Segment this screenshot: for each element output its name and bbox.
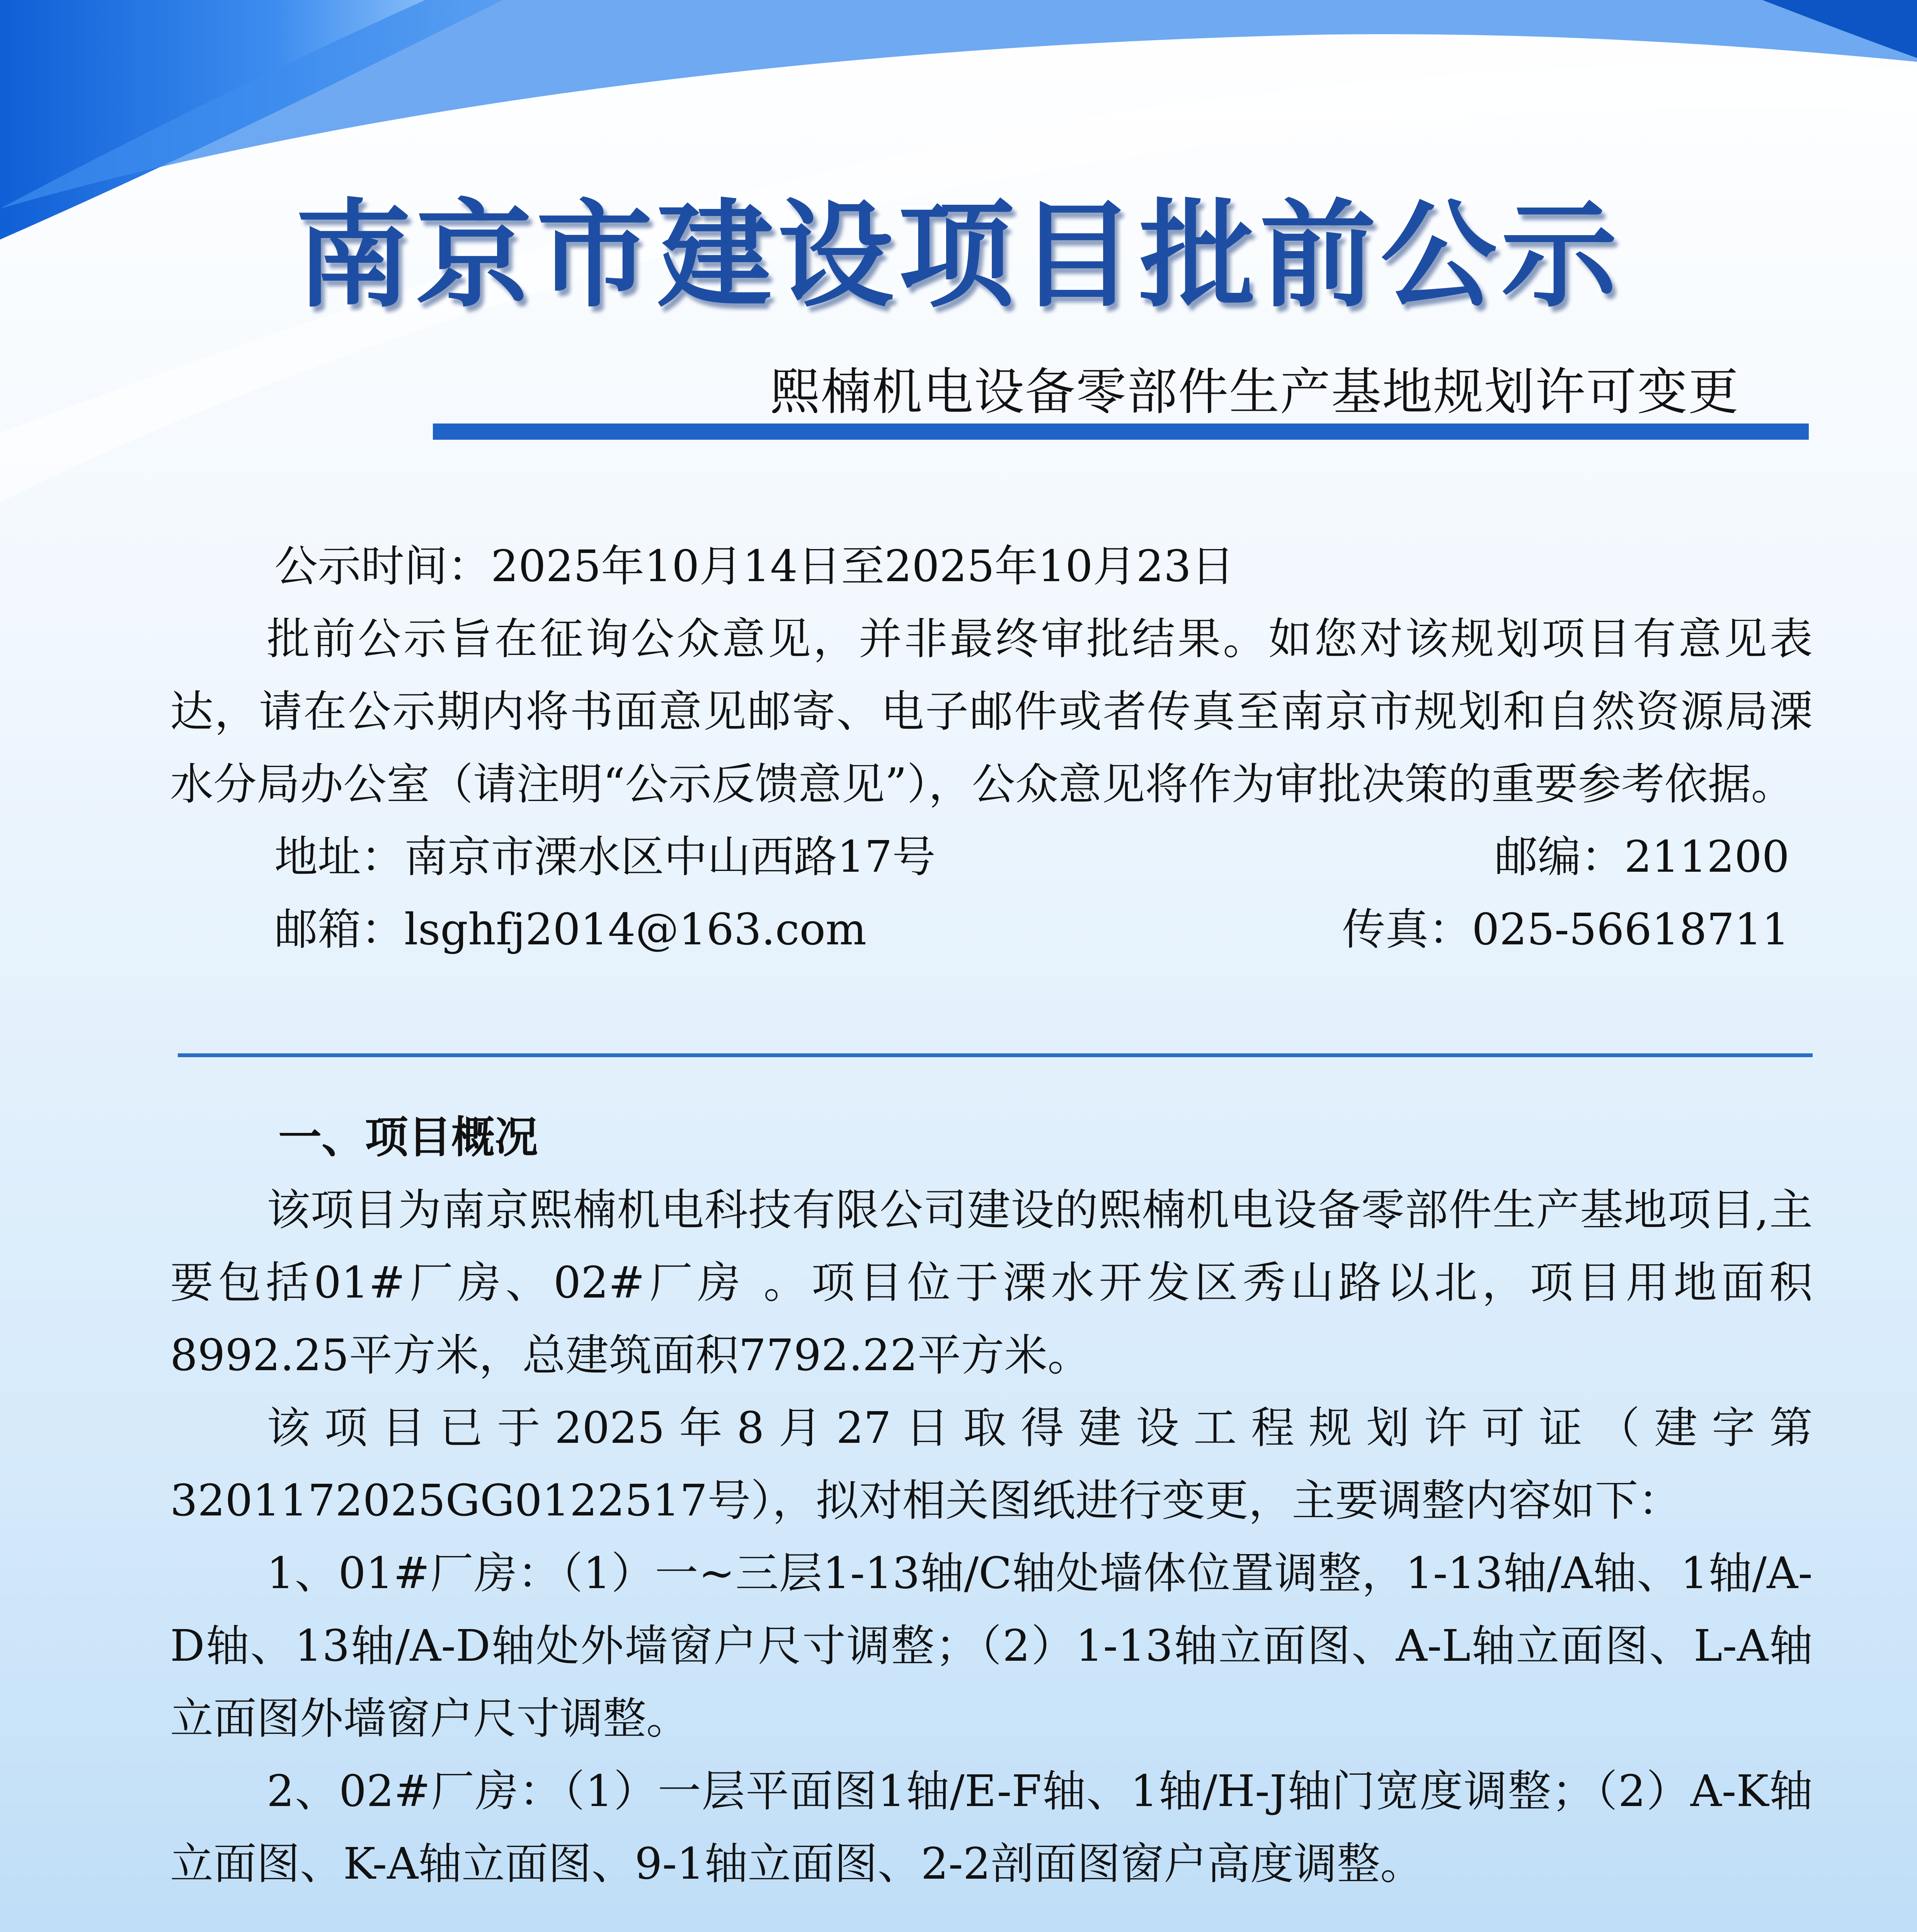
contact-fax: 传真：025-56618711 (1342, 905, 1789, 955)
contact-address: 地址：南京市溧水区中山西路17号 (274, 832, 936, 882)
overview-paragraph: 该项目为南京熙楠机电科技有限公司建设的熙楠机电设备零部件生产基地项目,主要包括01#厂房、02#厂房 。项目位于溧水开发区秀山路以北，项目用地面积8992.25平方米，总建筑面积7792.22平方米。 (170, 1185, 1813, 1381)
contact-postcode: 邮编：211200 (1494, 832, 1789, 882)
contact-row-2 (170, 893, 1813, 966)
contact-email: 邮箱：lsghfj2014@163.com (274, 905, 867, 955)
project-subtitle: 熙楠机电设备零部件生产基地规划许可变更 (770, 362, 1739, 421)
change-item-2: 2、02#厂房：（1）一层平面图1轴/E-F轴、1轴/H-J轴门宽度调整；（2）A-K轴立面图、K-A轴立面图、9-1轴立面图、2-2剖面图窗户高度调整。 (170, 1766, 1813, 1889)
section-divider (178, 1053, 1813, 1057)
permit-paragraph: 该项目已于2025年8月27日取得建设工程规划许可证（建字第3201172025GG0122517号），拟对相关图纸进行变更，主要调整内容如下： (170, 1403, 1813, 1526)
change-item-1: 1、01#厂房：（1）一~三层1-13轴/C轴处墙体位置调整，1-13轴/A轴、1轴/A-D轴、13轴/A-D轴处外墙窗户尺寸调整；（2）1-13轴立面图、A-L轴立面图、L-A轴立面图外墙窗户尺寸调整。 (170, 1548, 1813, 1744)
notice-period: 公示时间：2025年10月14日至2025年10月23日 (274, 541, 1235, 592)
notice-block (170, 530, 1813, 966)
contact-row-1 (170, 821, 1813, 893)
section-heading: 一、项目概况 (278, 1112, 538, 1163)
project-overview (170, 1101, 1813, 1900)
subtitle-underline (433, 423, 1809, 440)
page-title: 南京市建设项目批前公示 (295, 188, 1622, 323)
notice-intro: 批前公示旨在征询公众意见，并非最终审批结果。如您对该规划项目有意见表达，请在公示期内将书面意见邮寄、电子邮件或者传真至南京市规划和自然资源局溧水分局办公室（请注明“公示反馈意见”），公众意见将作为审批决策的重要参考依据。 (170, 614, 1813, 810)
